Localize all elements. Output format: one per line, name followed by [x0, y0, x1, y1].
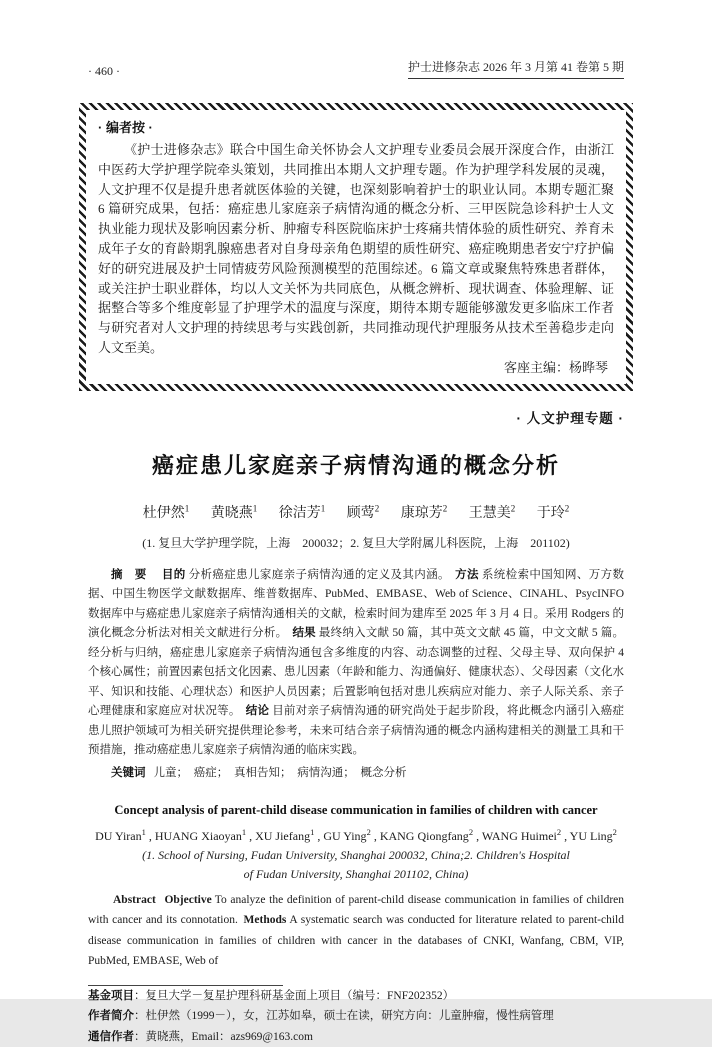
author-name: 徐洁芳 [278, 505, 321, 521]
fund-text: ：复旦大学－复星护理科研基金面上项目（编号：FNF202352） [134, 989, 455, 1002]
author-zh [346, 503, 380, 521]
footnote-divider [88, 985, 283, 986]
abstract-objective-text: 分析癌症患儿家庭亲子病情沟通的定义及其内涵。 [188, 568, 450, 581]
abstract-en-methods-text: A systematic search was conducted for literature related to parent-child disease communication in families of children with cancer in the databases of CNKI, Wanfang, CBM, VIP, PubMed, EMBASE, Web of [88, 914, 624, 968]
author-affiliation-superscript: 1 [320, 503, 326, 514]
author-affiliation-superscript: 1 [241, 826, 247, 837]
keywords-text: 儿童； 癌症； 真相告知； 病情沟通； 概念分析 [153, 766, 407, 779]
author-bio-label: 作者简介 [88, 1010, 134, 1023]
author-affiliation-superscript: 2 [468, 826, 474, 837]
author-zh [536, 503, 570, 521]
abstract-conclusion-label: 结论 [245, 705, 270, 718]
abstract-en [88, 890, 624, 972]
author-affiliation-superscript: 1 [184, 503, 190, 514]
author-separator: , [145, 828, 152, 843]
author-affiliation-superscript: 2 [366, 826, 371, 837]
author-zh [468, 503, 516, 521]
author-affiliation-superscript: 2 [442, 503, 448, 514]
affiliation-en-line1: (1. School of Nursing, Fudan University, Shanghai 200032, China;2. Children's Hospital [142, 847, 570, 862]
author-affiliation-superscript: 1 [252, 503, 258, 514]
author-zh [210, 503, 258, 521]
author-name: 杜伊然 [142, 505, 185, 521]
authors-en [88, 827, 624, 844]
abstract-label: 摘 要 [111, 568, 147, 581]
editor-note-body: 《护士进修杂志》联合中国生命关怀协会人文护理专业委员会展开深度合作，由浙江中医药大学护理学院牵头策划，共同推出本期人文护理专题。作为护理学科发展的灵魂，人文护理不仅是提升患者就医体验的关键，也深刻影响着护士的职业认同。本期专题汇聚 6 篇研究成果，包括：癌症患儿家庭亲子病情沟通的概念分析、三甲医院急诊科护士人文执业能力现状及影响因素分析、肿瘤专科医院临床护士疼痛共情体验的质性研究、养育未成年子女的育龄期乳腺癌患者对自身母亲角色期望的质性研究、癌症晚期患者安宁疗护偏好的研究进展及护士同情疲劳风险预测模型的范围综述。6 篇文章或聚焦特殊患者群体，或关注护士职业群体，均以人文关怀为共同底色，从概念辨析、现状调查、体验理解、证据整合等多个维度彰显了护理学术的温度与深度，期待本期专题能够激发更多临床工作者与研究者对人文护理的持续思考与实践创新，共同推动现代护理服务从技术至善稳步走向人文至美。 [98, 142, 614, 355]
fund-label: 基金项目 [88, 989, 134, 1002]
journal-issue: 护士进修杂志 2026 年 3 月第 41 卷第 5 期 [408, 58, 624, 79]
author-name: 康琼芳 [400, 505, 443, 521]
author-bio-note [88, 1007, 624, 1027]
author-en [569, 826, 617, 843]
running-head [88, 0, 624, 79]
author-name: WANG Huimei [481, 828, 557, 843]
author-affiliation-superscript: 2 [374, 503, 380, 514]
author-en [95, 826, 152, 843]
author-affiliation-superscript: 1 [141, 826, 146, 837]
author-name: 于玲 [536, 505, 565, 521]
fund-note [88, 987, 624, 1007]
affiliation-zh: (1. 复旦大学护理学院，上海 200032；2. 复旦大学附属儿科医院，上海 201102) [142, 535, 570, 550]
author-name: GU Ying [323, 828, 367, 843]
author-bio-text: ：杜伊然（1999－），女，江苏如皋，硕士在读，研究方向：儿童肿瘤，慢性病管理 [134, 1010, 554, 1023]
abstract-methods-text: 系统检索中国知网、万方数据、中国生物医学文献数据库、维普数据库、PubMed、EMBASE、Web of Science、CINAHL、PsycINFO 数据库中与癌症患儿家庭亲子病情沟通相关的文献，检索时间为建库至 2025 年 3 月 4 日。采用 Rodgers 的演化概念分析法对相关文献进行分析。 [88, 568, 624, 640]
author-separator: , [246, 828, 253, 843]
article-title-en: Concept analysis of parent-child disease communication in families of children with cancer [114, 802, 598, 817]
editor-note-box [79, 103, 633, 391]
author-name: KANG Qiongfang [379, 828, 469, 843]
abstract-conclusion-text: 目前对亲子病情沟通的研究尚处于起步阶段，将此概念内涵引入癌症患儿照护领域可为相关研究提供理论参考，未来可结合亲子病情沟通的概念内涵构建相关的测量工具和干预措施，推动癌症患儿家庭亲子病情沟通的临床实践。 [88, 705, 625, 757]
abstract-results-label: 结果 [292, 627, 316, 640]
abstract-en-methods-label: Methods [243, 914, 287, 927]
abstract-en-objective-text: To analyze the definition of parent-child disease communication in families of children with cancer and its connotation. [88, 893, 625, 927]
corresponding-author-note [88, 1028, 624, 1047]
abstract-objective-label: 目的 [161, 568, 186, 581]
page-number: · 460 · [88, 64, 120, 78]
abstract-en-label: Abstract [113, 893, 156, 906]
author-zh [142, 503, 190, 521]
column-section-label: · 人文护理专题 · [516, 410, 624, 426]
author-affiliation-superscript: 2 [510, 503, 516, 514]
editor-note-label: · 编者按 · [98, 120, 153, 135]
author-name: DU Yiran [95, 828, 142, 843]
abstract-en-objective-label: Objective [164, 893, 212, 906]
author-name: 王慧美 [468, 505, 511, 521]
guest-editor-signature: 客座主编：杨晔琴 [503, 359, 608, 375]
keywords-label: 关键词 [111, 766, 146, 779]
abstract-zh [88, 566, 624, 761]
author-name: XU Jiefang [255, 828, 311, 843]
author-en [379, 826, 480, 843]
author-affiliation-superscript: 2 [556, 826, 562, 837]
author-name: HUANG Xiaoyan [154, 828, 242, 843]
author-affiliation-superscript: 2 [564, 503, 570, 514]
authors-zh [88, 502, 624, 522]
article-title-zh: 癌症患儿家庭亲子病情沟通的概念分析 [151, 452, 560, 478]
author-name: 顾莺 [346, 505, 375, 521]
author-separator: , [370, 828, 377, 843]
author-separator: , [473, 828, 480, 843]
author-en [323, 826, 377, 843]
author-affiliation-superscript: 1 [310, 826, 315, 837]
affiliation-en-line2: of Fudan University, Shanghai 201102, China) [243, 866, 469, 881]
corresponding-author-text: ：黄晓燕，Email：azs969@163.com [134, 1030, 313, 1043]
author-name: YU Ling [569, 828, 613, 843]
author-name: 黄晓燕 [210, 505, 253, 521]
keywords-zh [88, 763, 624, 783]
author-zh [400, 503, 448, 521]
author-zh [278, 503, 326, 521]
author-en [154, 826, 253, 843]
author-en [481, 826, 568, 843]
abstract-results-text: 最终纳入文献 50 篇，其中英文文献 45 篇，中文文献 5 篇。经分析与归纳，癌症患儿家庭亲子病情沟通包含多维度的内容、动态调整的过程、父母主导、双向保护 4 个核心属性；前置因素包括文化因素、患儿因素（年龄和能力、沟通偏好、健康状态）、父母因素（文化水平、知识和技能、心理状态）和医护人员因素；后置影响包括对患儿疾病应对能力、亲子人际关系、亲子心理健康和家庭应对状况等。 [88, 627, 625, 718]
abstract-methods-label: 方法 [455, 568, 479, 581]
author-separator: , [561, 828, 568, 843]
author-separator: , [314, 828, 321, 843]
corresponding-author-label: 通信作者 [88, 1030, 134, 1043]
author-en [255, 826, 321, 843]
author-affiliation-superscript: 2 [612, 826, 617, 837]
